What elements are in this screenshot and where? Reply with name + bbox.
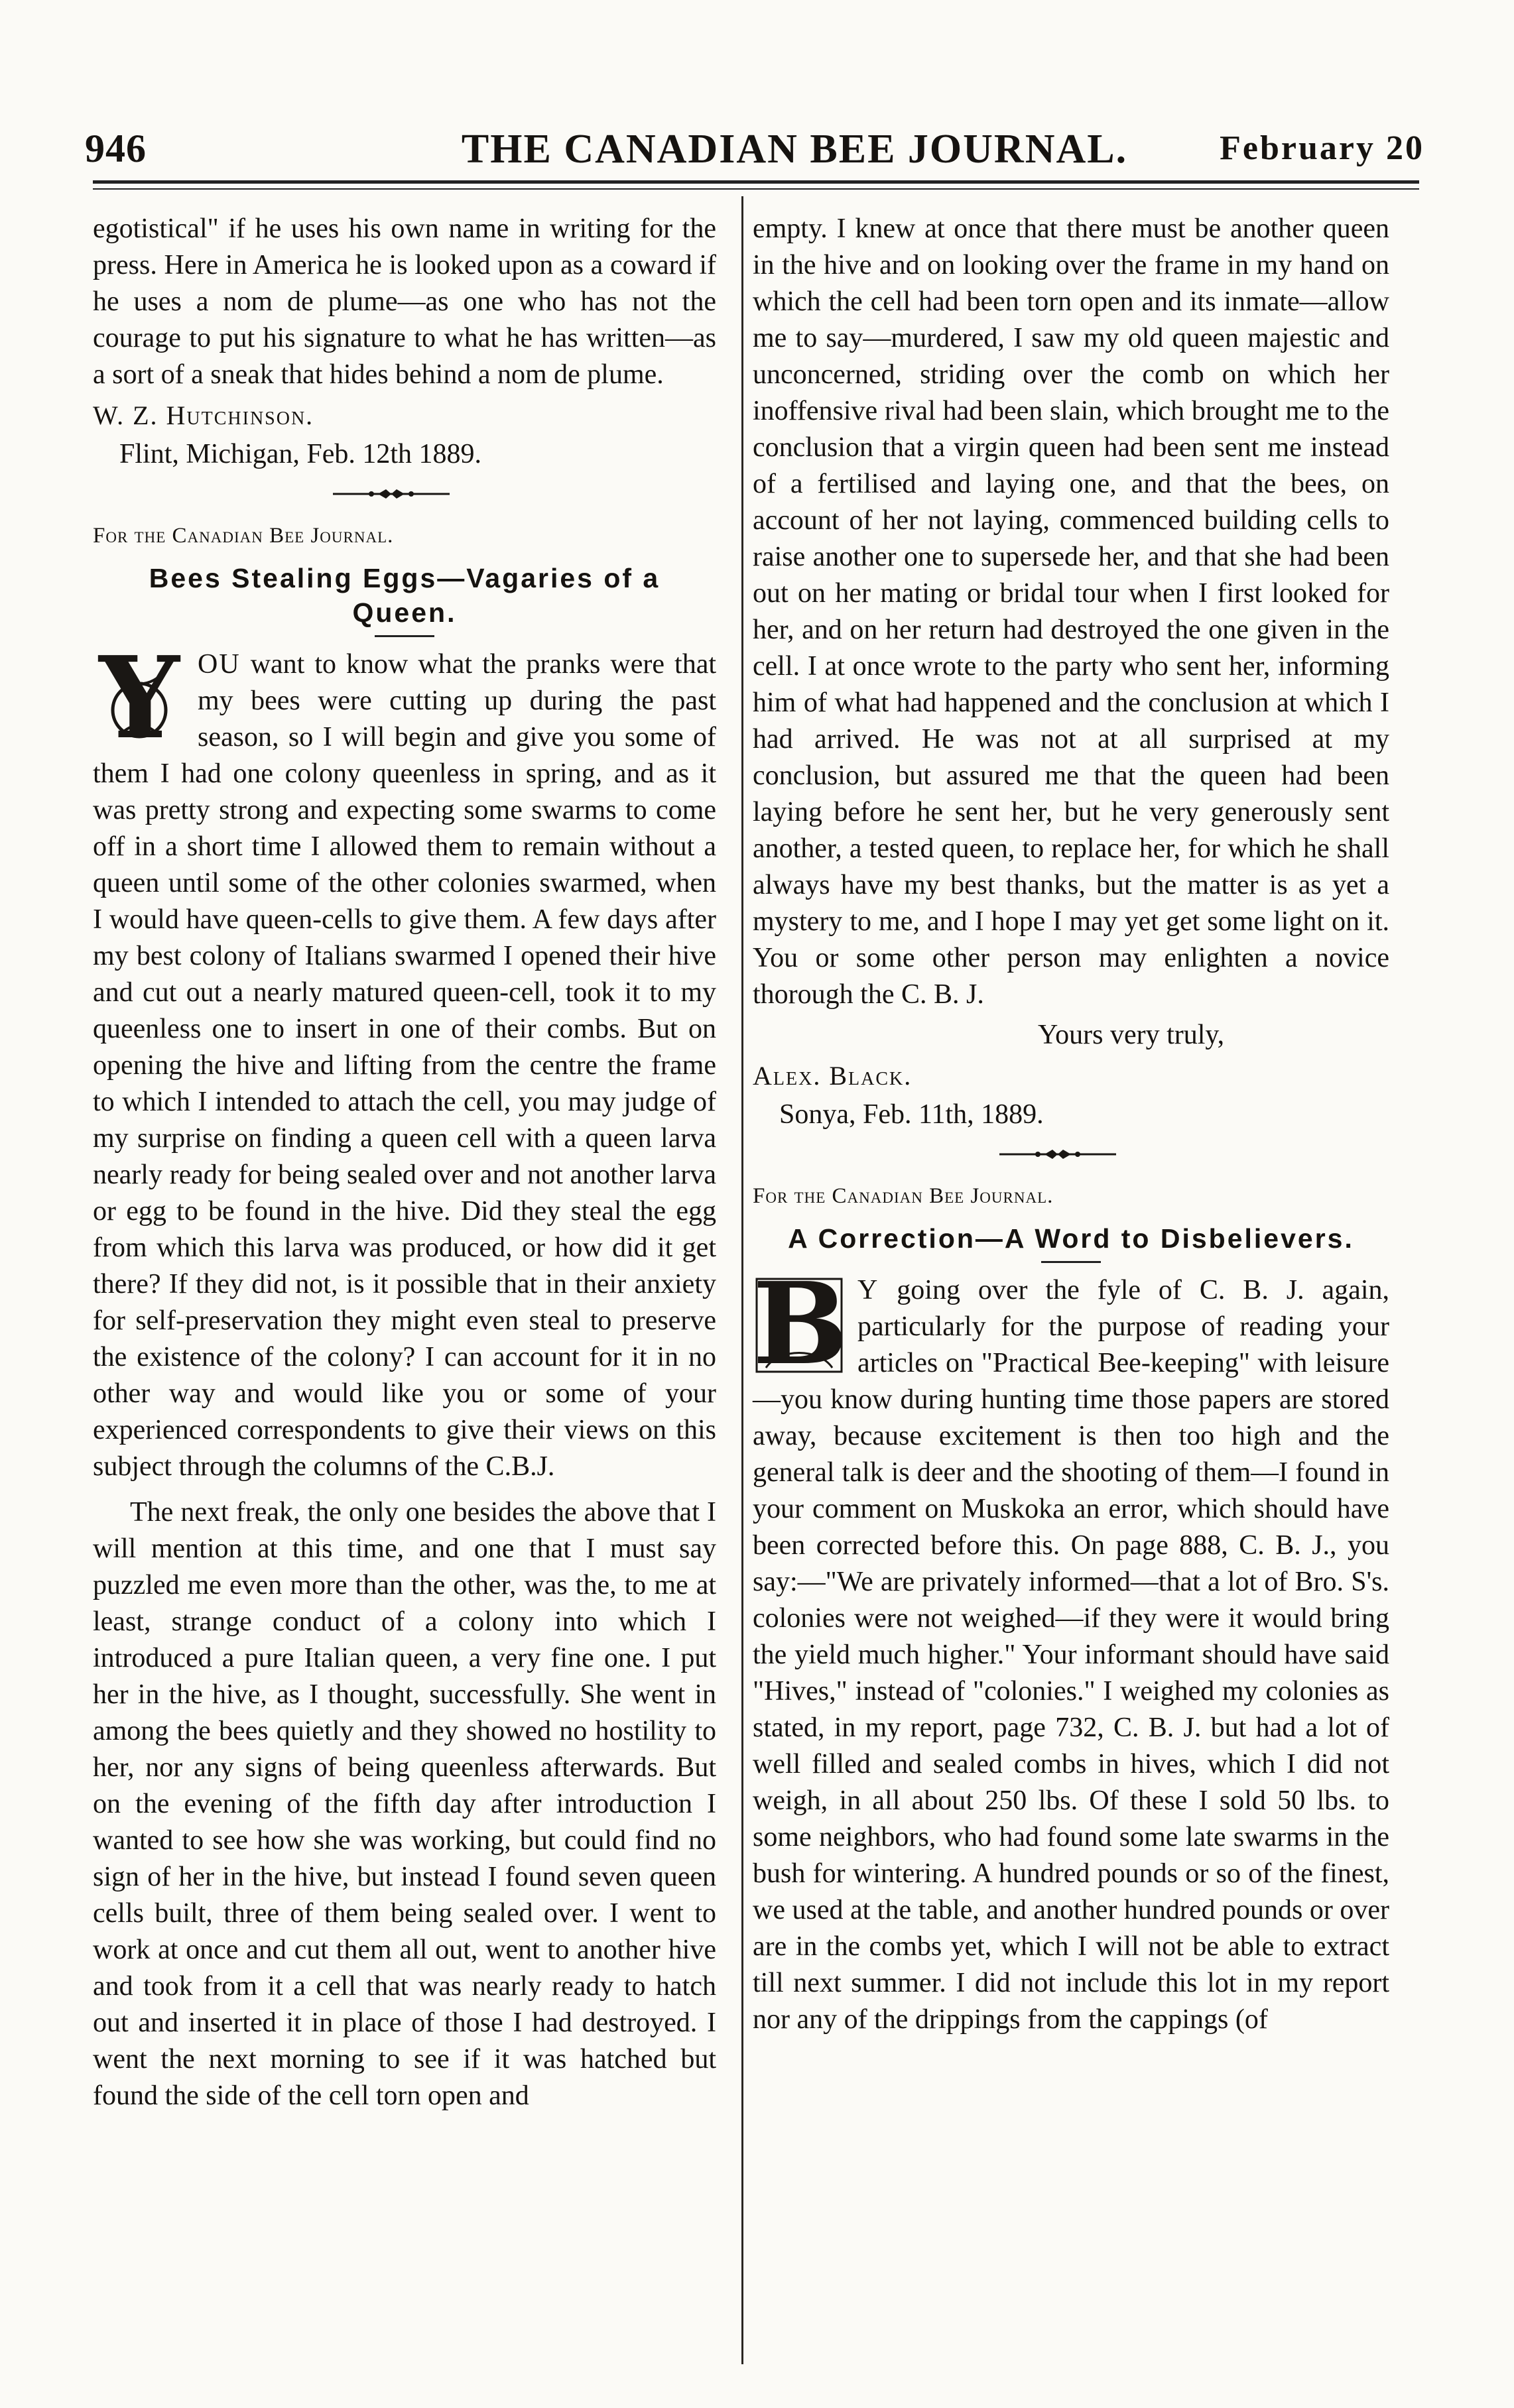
dropcap [753,1258,848,1390]
paragraph: The next freak, the only one besides the above that I will mention at this time, and one that I must say puzzled me even more than the other, was the, to me at least, strange conduct of a colony into which I introduced a pure Italian queen, a very fine one. I put her in the hive, as I thought, successfully. She went in among the bees quietly and they showed no hostility to her, nor any signs of being queenless afterwards. But on the evening of the fifth day after introduction I wanted to see how she was working, but could find no sign of her in the hive, but instead I found seven queen cells built, three of them being sealed over. I went to work at once and cut them all out, went to another hive and took from it a cell that was nearly ready to hatch out and inserted it in place of those I had destroyed. I went the next morning to see if it was hatched but found the side of the cell torn open and [93,1497,716,2111]
article-byline: For the Canadian Bee Journal. [753,1184,1054,1208]
article-title: Bees Stealing Eggs—Vagaries of a Queen. [149,563,661,628]
dateline: Sonya, Feb. 11th, 1889. [779,1099,1044,1130]
journal-title: THE CANADIAN BEE JOURNAL. [461,127,1128,172]
author-signature: W. Z. Hutchinson. [93,400,314,430]
first-word-rest: Y [857,1275,879,1305]
continuation-text: egotistical" if he uses his own name in writing for the press. Here in America he is looked upon as a coward if he uses a nom de plume—as one who has not the courage to put his signature to what he has written—as a sort of a sneak that hides behind a nom de plume. [93,213,716,390]
section-ornament [998,1148,1117,1161]
page-header [85,126,1424,179]
article-body [753,1258,1389,2038]
page-number: 946 [85,127,147,170]
letter-closing: Yours very truly, [1038,1020,1225,1050]
column-divider [741,196,743,2364]
ornament-icon [332,487,451,501]
title-rule [375,635,434,637]
left-column [93,211,716,2114]
paragraph: want to know what the pranks were that my bees were cutting up during the past season, so I will begin and give you some of them I had one colony queenless in spring, and as it was pretty strong and expecting some swarms to come off in a short time I allowed them to remain without a queen until some of the other colonies swarmed, when I would have queen-cells to give them. A few days after my best colony of Italians swarmed I opened their hive and cut out a nearly matured queen-cell, took it to my queenless one to insert in one of their combs. But on opening the hive and lifting from the centre the frame to which I intended to attach the cell, you may judge of my surprise on finding a queen cell with a queen larva nearly ready for being sealed over and not another larva or egg to be found in the hive. Did they steal the egg from which this larva was produced, or how did it get there? If they did not, is it possible that in their anxiety for self-preservation they might even steal to preserve the existence of the colony? I can account for it in no other way and would like you or some of your experienced correspondents to give their views on this subject through the columns of the C.B.J. [93,649,716,1482]
first-word-rest: OU [198,649,241,680]
title-rule [1041,1261,1101,1263]
paragraph: going over the fyle of C. B. J. again, particularly for the purpose of reading your articles on "Practical Bee-keeping" with leisure—you know during hunting time those papers are stored away, because excitement is then too high and the general talk is deer and the shooting of them—I found in your comment on Muskoka an error, which should have been corrected before this. On page 888, C. B. J., you say:—"We are privately informed—that a lot of Bro. S's. colonies were not weighed—if they were it would bring the yield much higher." Your informant should have said "Hives," instead of "colonies." I weighed my colonies as stated, in my report, page 732, C. B. J. but had a lot of well filled and sealed combs in hives, which I did not weigh, in all about 250 lbs. Of these I sold 50 lbs. to some neighbors, who had found some late swarms in the bush for wintering. A hundred pounds or so of the finest, we used at the table, and another hundred pounds or over are in the combs yet, which I will not be able to extract till next summer. I did not include this lot in my report nor any of the drippings from the cappings (of [753,1275,1389,2035]
article-byline: For the Canadian Bee Journal. [93,524,394,548]
dropcap-letter: B [753,1258,848,1390]
dropcap [93,632,186,764]
article-body [93,632,716,1485]
section-ornament [332,487,451,501]
issue-date: February 20 [1220,129,1424,167]
header-rule-thick [93,180,1419,184]
header-rule-thin [93,188,1419,190]
article-title: A Correction—A Word to Disbelievers. [788,1223,1354,1254]
right-column [753,211,1389,2038]
dateline: Flint, Michigan, Feb. 12th 1889. [119,439,481,469]
continuation-text: empty. I knew at once that there must be another queen in the hive and on looking over the frame in my hand on which the cell had been torn open and its inmate—allow me to say—murdered, I saw my old queen majestic and unconcerned, striding over the comb on which her inoffensive rival had been slain, which brought me to the conclusion that a virgin queen had been sent me instead of a fertilised and laying one, and that the bees, on account of her not laying, commenced building cells to raise another one to supersede her, and that she had been out on her mating or bridal tour when I first looked for her, and on her return had destroyed the one given in the cell. I at once wrote to the party who sent her, informing him of what had happened and the conclusion at which I had arrived. He was not at all surprised at my conclusion, but assured me that the queen had been laying before he sent her, but he very generously sent another, a tested queen, to replace her, for which he shall always have my best thanks, but the matter is as yet a mystery to me, and I hope I may yet get some light on it. You or some other person may enlighten a novice thorough the C. B. J. [753,213,1389,1010]
ornament-icon [998,1148,1117,1161]
author-signature: Alex. Black. [753,1061,913,1091]
dropcap-letter: Y [99,632,180,764]
